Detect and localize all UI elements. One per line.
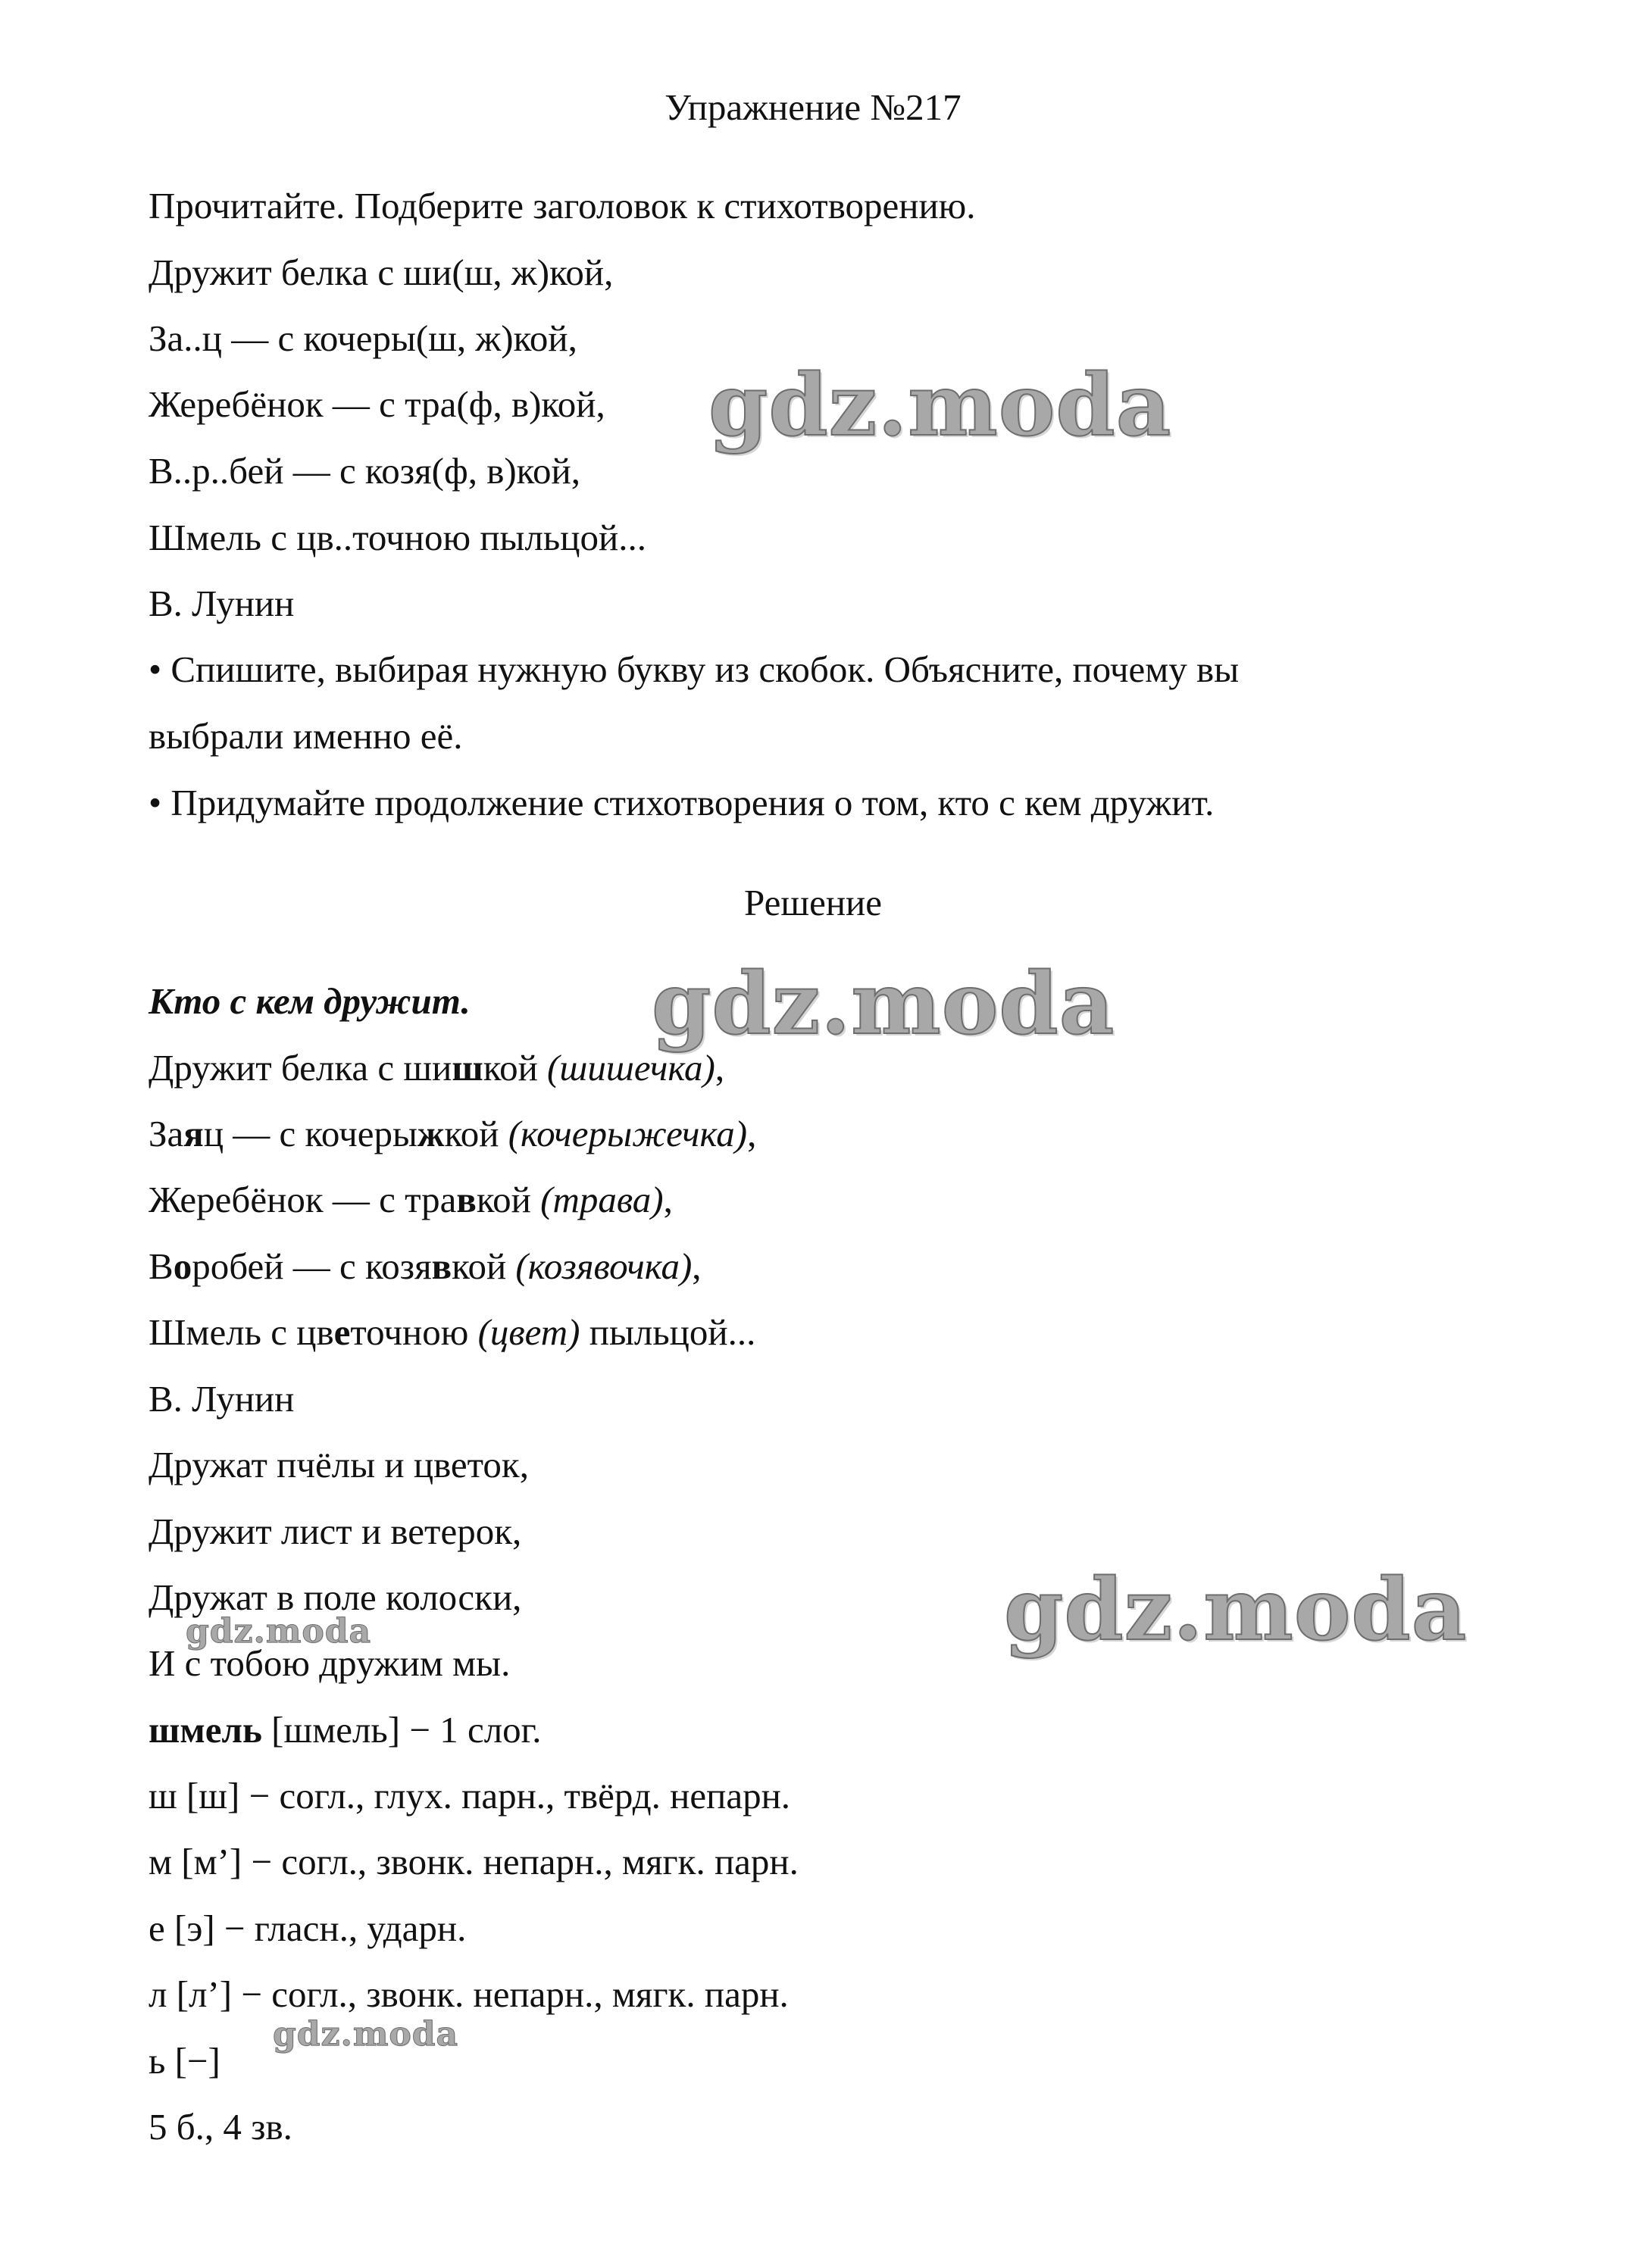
poem-text: Жеребёнок — с тра: [149, 1179, 457, 1220]
poem-text: Шмель с цв: [149, 1311, 334, 1353]
poem-line-5: [149, 1310, 755, 1355]
watermark-logo: gdz.moda: [708, 356, 1172, 455]
poem-text: кой: [483, 1047, 548, 1089]
poem-title: Кто с кем дружит.: [149, 980, 471, 1022]
poem-text: робей — с козя: [192, 1245, 432, 1287]
poem-text: ,: [747, 1113, 757, 1154]
watermark-logo: gdz.moda: [652, 954, 1115, 1054]
continuation-line-1: Дружат пчёлы и цветок,: [149, 1444, 529, 1485]
poem-text: ,: [663, 1179, 673, 1220]
analysis-line-5: ь [−]: [149, 2040, 220, 2082]
watermark-logo: gdz.moda: [1004, 1560, 1468, 1660]
continuation-line-4: И с тобою дружим мы.: [149, 1642, 511, 1684]
poem-text: ,: [692, 1245, 702, 1287]
watermark-logo-small: gdz.moda: [273, 2015, 459, 2054]
poem-line-4: [149, 1244, 702, 1289]
task-line-3: За..ц — с кочеры(ш, ж)кой,: [149, 317, 577, 359]
poem-text: кой: [444, 1113, 508, 1154]
hint-word: (трава): [540, 1179, 664, 1220]
poem-line-2: [149, 1111, 756, 1157]
poem-text: ц — с кочеры: [203, 1113, 417, 1154]
analysis-summary: 5 б., 4 зв.: [149, 2106, 292, 2148]
poem-author: В. Лунин: [149, 1378, 295, 1420]
poem-text: За: [149, 1113, 184, 1154]
poem-text: точною: [350, 1311, 478, 1353]
analysis-word-rest: [шмель] − 1 слог.: [261, 1709, 542, 1751]
analysis-line-4: л [л’] − согл., звонк. непарн., мягк. парн.: [149, 1973, 789, 2015]
highlighted-letter: ж: [417, 1113, 445, 1154]
highlighted-letter: я: [183, 1113, 204, 1154]
page-title: Упражнение №217: [664, 86, 962, 128]
continuation-line-3: Дружат в поле колоски,: [149, 1576, 522, 1618]
highlighted-letter: о: [173, 1245, 192, 1287]
task-line-6: Шмель с цв..точною пыльцой...: [149, 517, 646, 558]
hint-word: (шишечка): [547, 1047, 715, 1089]
task-instruction-2: • Придумайте продолжение стихотворения о том, кто с кем дружит.: [149, 782, 1215, 823]
task-line-1: Прочитайте. Подберите заголовок к стихотворению.: [149, 185, 976, 226]
watermark-logo-small: gdz.moda: [186, 1612, 372, 1651]
highlighted-letter: е: [333, 1311, 351, 1353]
highlighted-letter: ш: [452, 1047, 483, 1089]
analysis-word-line: [149, 1707, 541, 1753]
poem-text: кой: [452, 1245, 516, 1287]
continuation-line-2: Дружит лист и ветерок,: [149, 1510, 522, 1552]
hint-word: (кочерыжечка): [508, 1113, 748, 1154]
poem-text: пыльцой...: [580, 1311, 756, 1353]
hint-word: (цвет): [477, 1311, 580, 1353]
hint-word: (козявочка): [515, 1245, 693, 1287]
task-instruction-1: • Спишите, выбирая нужную букву из скобок. Объясните, почему вы: [149, 648, 1240, 690]
analysis-word: шмель: [149, 1709, 262, 1751]
highlighted-letter: в: [456, 1179, 477, 1220]
poem-text: Дружит белка с ши: [149, 1047, 452, 1089]
poem-line-3: [149, 1177, 673, 1223]
analysis-line-1: ш [ш] − согл., глух. парн., твёрд. непарн.: [149, 1775, 791, 1817]
analysis-line-2: м [м’] − согл., звонк. непарн., мягк. парн.: [149, 1841, 799, 1882]
task-instruction-1-cont: выбрали именно её.: [149, 715, 463, 757]
poem-text: кой: [476, 1179, 541, 1220]
task-line-5: В..р..бей — с козя(ф, в)кой,: [149, 450, 580, 492]
poem-line-1: [149, 1045, 724, 1091]
highlighted-letter: в: [431, 1245, 452, 1287]
task-line-4: Жеребёнок — с тра(ф, в)кой,: [149, 383, 605, 425]
task-line-2: Дружит белка с ши(ш, ж)кой,: [149, 251, 614, 293]
analysis-line-3: е [э] − гласн., ударн.: [149, 1907, 467, 1949]
poem-text: ,: [715, 1047, 725, 1089]
poem-text: В: [149, 1245, 174, 1287]
task-author: В. Лунин: [149, 583, 295, 624]
solution-heading: Решение: [743, 882, 883, 923]
